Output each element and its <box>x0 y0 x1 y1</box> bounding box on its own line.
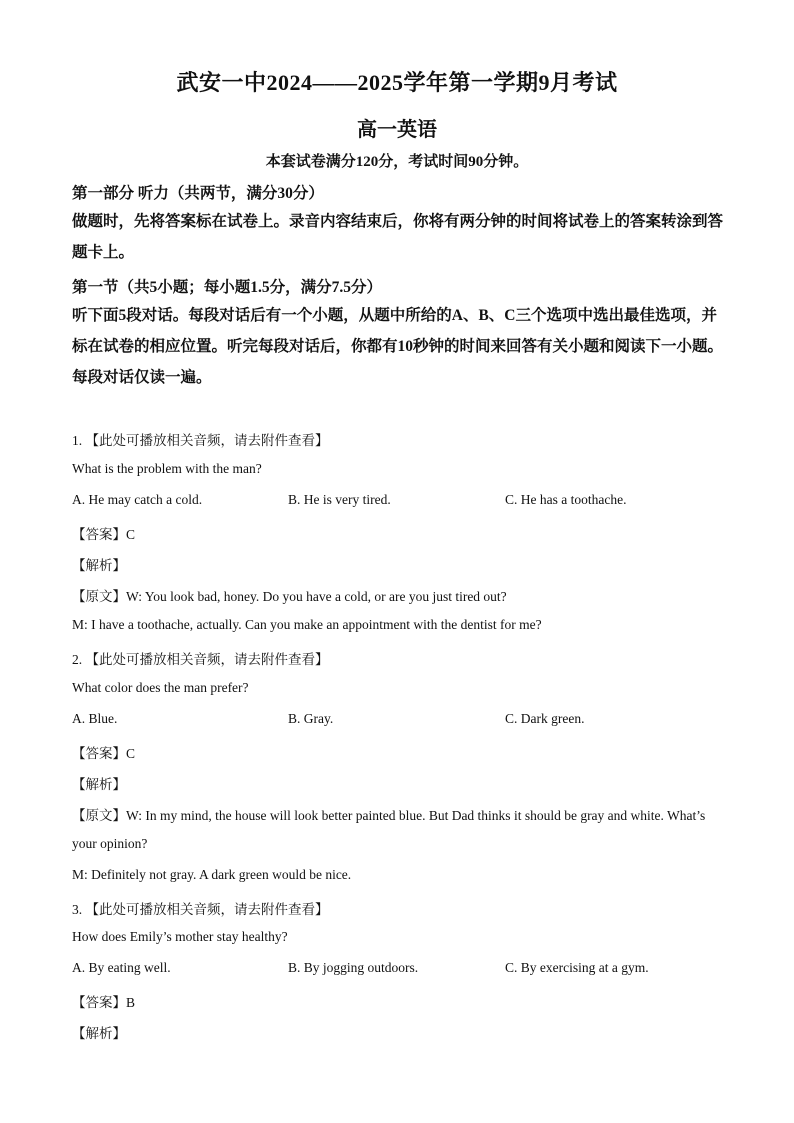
part1-instructions: 做题时，先将答案标在试卷上。录音内容结束后，你将有两分钟的时间将试卷上的答案转涂到答题卡上。 <box>72 213 724 261</box>
exam-subject: 高一英语 <box>357 119 437 141</box>
question-2-stem: What color does the man prefer? <box>72 680 249 695</box>
transcript-text: W: You look bad, honey. Do you have a cold, or are you just tired out? <box>126 589 507 604</box>
question-1-option-c: C. He has a toothache. <box>505 492 627 507</box>
question-number: 2. <box>72 652 83 667</box>
section1-heading: 第一节（共5小题；每小题1.5分，满分7.5分） <box>72 279 383 296</box>
question-1-stem: What is the problem with the man? <box>72 461 262 476</box>
question-2-analysis-label: 【解析】 <box>72 777 126 792</box>
audio-placeholder: 【此处可播放相关音频，请去附件查看】 <box>85 902 329 917</box>
answer-value: C <box>126 527 136 542</box>
question-1-option-a: A. He may catch a cold. <box>72 492 203 507</box>
question-2-audio[interactable] <box>72 648 329 668</box>
exam-note: 本套试卷满分120分，考试时间90分钟。 <box>265 154 529 170</box>
question-1-answer <box>72 523 135 543</box>
question-2-option-c: C. Dark green. <box>505 711 585 726</box>
question-number: 1. <box>72 433 83 448</box>
question-1-analysis-label: 【解析】 <box>72 558 126 573</box>
question-2-answer <box>72 742 135 762</box>
answer-label: 【答案】 <box>72 527 126 542</box>
question-3-answer <box>72 991 135 1011</box>
part1-heading: 第一部分 听力（共两节，满分30分） <box>72 185 324 202</box>
question-1-option-b: B. He is very tired. <box>288 492 391 507</box>
question-3-option-c: C. By exercising at a gym. <box>505 960 649 975</box>
question-2-transcript-line-1 <box>72 804 705 824</box>
transcript-text: W: In my mind, the house will look better painted blue. But Dad thinks it should be gray and white. What’s <box>126 808 706 823</box>
question-3-audio[interactable] <box>72 898 329 918</box>
answer-label: 【答案】 <box>72 995 126 1010</box>
question-number: 3. <box>72 902 83 917</box>
answer-label: 【答案】 <box>72 746 126 761</box>
question-3-analysis-label: 【解析】 <box>72 1026 126 1041</box>
exam-title: 武安一中2024——2025学年第一学期9月考试 <box>176 70 618 95</box>
question-2-option-a: A. Blue. <box>72 711 118 726</box>
original-label: 【原文】 <box>72 589 126 604</box>
audio-placeholder: 【此处可播放相关音频，请去附件查看】 <box>85 652 329 667</box>
question-1-audio[interactable] <box>72 429 329 449</box>
question-3-option-a: A. By eating well. <box>72 960 171 975</box>
question-3-stem: How does Emily’s mother stay healthy? <box>72 929 288 944</box>
question-1-transcript-line-1 <box>72 585 507 605</box>
section1-instructions: 听下面5段对话。每段对话后有一个小题，从题中所给的A、B、C三个选项中选出最佳选项，并标在试卷的相应位置。听完每段对话后，你都有10秒钟的时间来回答有关小题和阅读下一小题。每段对话仅读一遍。 <box>72 307 724 386</box>
question-2-option-b: B. Gray. <box>288 711 334 726</box>
answer-value: B <box>126 995 136 1010</box>
question-2-transcript-line-3: M: Definitely not gray. A dark green would be nice. <box>72 867 352 882</box>
original-label: 【原文】 <box>72 808 126 823</box>
answer-value: C <box>126 746 136 761</box>
audio-placeholder: 【此处可播放相关音频，请去附件查看】 <box>85 433 329 448</box>
question-3-option-b: B. By jogging outdoors. <box>288 960 419 975</box>
question-1-transcript-line-2: M: I have a toothache, actually. Can you make an appointment with the dentist for me? <box>72 617 542 632</box>
question-2-transcript-line-2: your opinion? <box>72 836 148 851</box>
